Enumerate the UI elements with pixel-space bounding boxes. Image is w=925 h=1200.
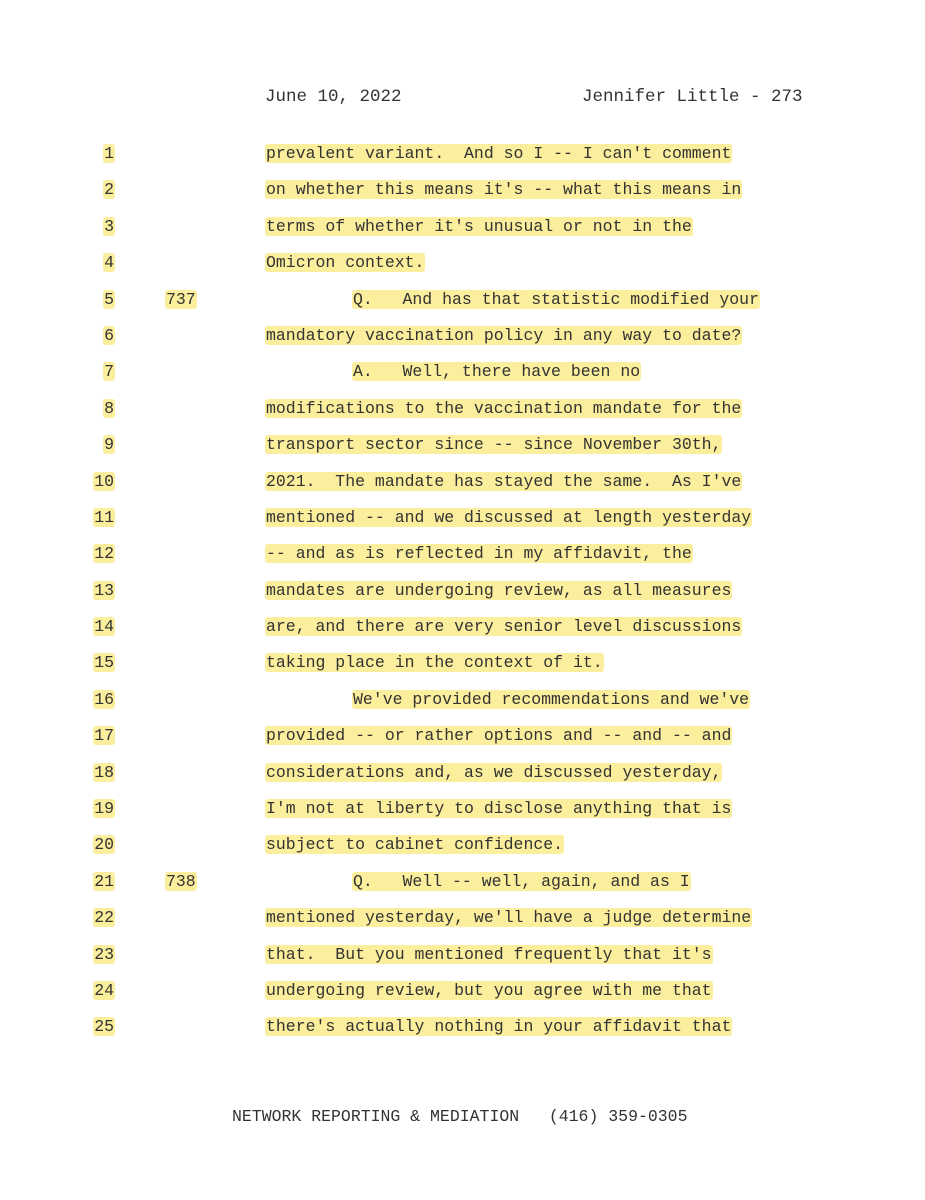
line-text-highlight: mentioned -- and we discussed at length yesterday	[266, 507, 752, 527]
line-text-highlight: subject to cabinet confidence.	[266, 835, 564, 855]
transcript-line	[0, 871, 925, 907]
line-number	[88, 580, 115, 602]
line-text	[352, 689, 750, 711]
line-text	[265, 471, 742, 493]
line-number	[88, 252, 115, 274]
transcript-line	[0, 543, 925, 579]
line-number-highlight: 17	[94, 726, 114, 746]
line-text	[265, 616, 742, 638]
transcript-line	[0, 507, 925, 543]
transcript-line	[0, 834, 925, 870]
line-number	[88, 471, 115, 493]
line-text	[265, 143, 732, 165]
question-number	[165, 289, 197, 311]
line-number	[88, 652, 115, 674]
line-text-highlight: mandatory vaccination policy in any way to date?	[266, 325, 742, 345]
line-text	[265, 543, 693, 565]
line-number-highlight: 10	[94, 471, 114, 491]
line-number-highlight: 24	[94, 980, 114, 1000]
transcript-line	[0, 471, 925, 507]
transcript-line	[0, 143, 925, 179]
line-text-highlight: A. Well, there have been no	[353, 362, 641, 382]
line-number	[88, 507, 115, 529]
header-date: June 10, 2022	[265, 87, 402, 107]
line-number-highlight: 13	[94, 580, 114, 600]
line-number	[88, 216, 115, 238]
line-number-highlight: 12	[94, 544, 114, 564]
line-number-highlight: 2	[104, 180, 114, 200]
line-number-highlight: 22	[94, 908, 114, 928]
line-text-highlight: We've provided recommendations and we've	[353, 689, 750, 709]
line-text	[265, 907, 752, 929]
line-text	[265, 580, 732, 602]
line-text	[265, 398, 742, 420]
line-text	[265, 1016, 732, 1038]
line-text-highlight: there's actually nothing in your affidavit that	[266, 1017, 732, 1037]
header-witness-page: Jennifer Little - 273	[582, 87, 803, 107]
transcript-line	[0, 907, 925, 943]
line-number	[88, 434, 115, 456]
line-number	[88, 944, 115, 966]
line-number-highlight: 4	[104, 253, 114, 273]
line-text	[265, 944, 713, 966]
line-text	[265, 325, 742, 347]
line-text-highlight: I'm not at liberty to disclose anything that is	[266, 799, 732, 819]
line-number	[88, 289, 115, 311]
transcript-line	[0, 762, 925, 798]
line-text-highlight: taking place in the context of it.	[266, 653, 603, 673]
line-text-highlight: on whether this means it's -- what this means in	[266, 180, 742, 200]
line-text	[265, 762, 722, 784]
transcript-line	[0, 216, 925, 252]
line-text-highlight: that. But you mentioned frequently that it's	[266, 944, 712, 964]
line-text	[265, 725, 732, 747]
line-text-highlight: terms of whether it's unusual or not in the	[266, 216, 692, 236]
line-text-highlight: 2021. The mandate has stayed the same. As I've	[266, 471, 742, 491]
line-text	[265, 834, 564, 856]
line-text	[352, 871, 691, 893]
line-number-highlight: 25	[94, 1017, 114, 1037]
transcript-line	[0, 580, 925, 616]
question-number	[165, 871, 197, 893]
transcript-line	[0, 944, 925, 980]
question-number-highlight: 738	[166, 871, 196, 891]
line-number-highlight: 6	[104, 325, 114, 345]
transcript-line	[0, 361, 925, 397]
line-text	[265, 179, 742, 201]
transcript-line	[0, 616, 925, 652]
line-text-highlight: undergoing review, but you agree with me that	[266, 980, 712, 1000]
line-text-highlight: modifications to the vaccination mandate for the	[266, 398, 742, 418]
transcript-line	[0, 798, 925, 834]
transcript-line	[0, 434, 925, 470]
line-text-highlight: provided -- or rather options and -- and -- and	[266, 726, 732, 746]
line-number-highlight: 8	[104, 398, 114, 418]
line-number	[88, 762, 115, 784]
transcript-body	[0, 143, 925, 1053]
line-text	[265, 798, 732, 820]
line-number	[88, 398, 115, 420]
line-text	[265, 507, 752, 529]
line-text	[352, 289, 760, 311]
line-number	[88, 689, 115, 711]
line-number-highlight: 23	[94, 944, 114, 964]
line-number-highlight: 3	[104, 216, 114, 236]
transcript-line	[0, 652, 925, 688]
question-number-highlight: 737	[166, 289, 196, 309]
transcript-line	[0, 980, 925, 1016]
line-text-highlight: mandates are undergoing review, as all measures	[266, 580, 732, 600]
line-text-highlight: Q. Well -- well, again, and as I	[353, 871, 690, 891]
transcript-line	[0, 289, 925, 325]
line-number-highlight: 1	[104, 144, 114, 163]
line-number	[88, 616, 115, 638]
line-text	[265, 434, 722, 456]
line-number	[88, 325, 115, 347]
line-text-highlight: transport sector since -- since November 30th,	[266, 435, 722, 455]
line-number	[88, 871, 115, 893]
line-number-highlight: 11	[94, 507, 114, 527]
line-number-highlight: 20	[94, 835, 114, 855]
line-number	[88, 143, 115, 165]
line-number	[88, 725, 115, 747]
line-text-highlight: prevalent variant. And so I -- I can't comment	[266, 144, 732, 163]
line-number-highlight: 18	[94, 762, 114, 782]
line-text	[265, 652, 604, 674]
line-text-highlight: are, and there are very senior level discussions	[266, 617, 742, 637]
line-number	[88, 798, 115, 820]
line-number-highlight: 16	[94, 689, 114, 709]
transcript-line	[0, 725, 925, 761]
line-number-highlight: 19	[94, 799, 114, 819]
line-number	[88, 834, 115, 856]
line-text-highlight: -- and as is reflected in my affidavit, the	[266, 544, 692, 564]
line-number-highlight: 7	[104, 362, 114, 382]
transcript-line	[0, 398, 925, 434]
line-text-highlight: Omicron context.	[266, 253, 425, 273]
line-number	[88, 907, 115, 929]
line-number-highlight: 9	[104, 435, 114, 455]
line-number	[88, 1016, 115, 1038]
transcript-line	[0, 1016, 925, 1052]
transcript-line	[0, 689, 925, 725]
line-text	[265, 980, 713, 1002]
transcript-line	[0, 179, 925, 215]
line-number-highlight: 14	[94, 617, 114, 637]
line-number-highlight: 15	[94, 653, 114, 673]
line-text	[265, 216, 693, 238]
line-text-highlight: considerations and, as we discussed yesterday,	[266, 762, 722, 782]
line-text-highlight: mentioned yesterday, we'll have a judge determine	[266, 908, 752, 928]
line-number	[88, 980, 115, 1002]
line-text	[352, 361, 641, 383]
line-number-highlight: 5	[104, 289, 114, 309]
transcript-line	[0, 252, 925, 288]
line-number-highlight: 21	[94, 871, 114, 891]
line-text	[265, 252, 425, 274]
line-text-highlight: Q. And has that statistic modified your	[353, 289, 759, 309]
line-number	[88, 361, 115, 383]
footer-reporter: NETWORK REPORTING & MEDIATION (416) 359-0305	[232, 1107, 688, 1126]
line-number	[88, 543, 115, 565]
line-number	[88, 179, 115, 201]
transcript-line	[0, 325, 925, 361]
